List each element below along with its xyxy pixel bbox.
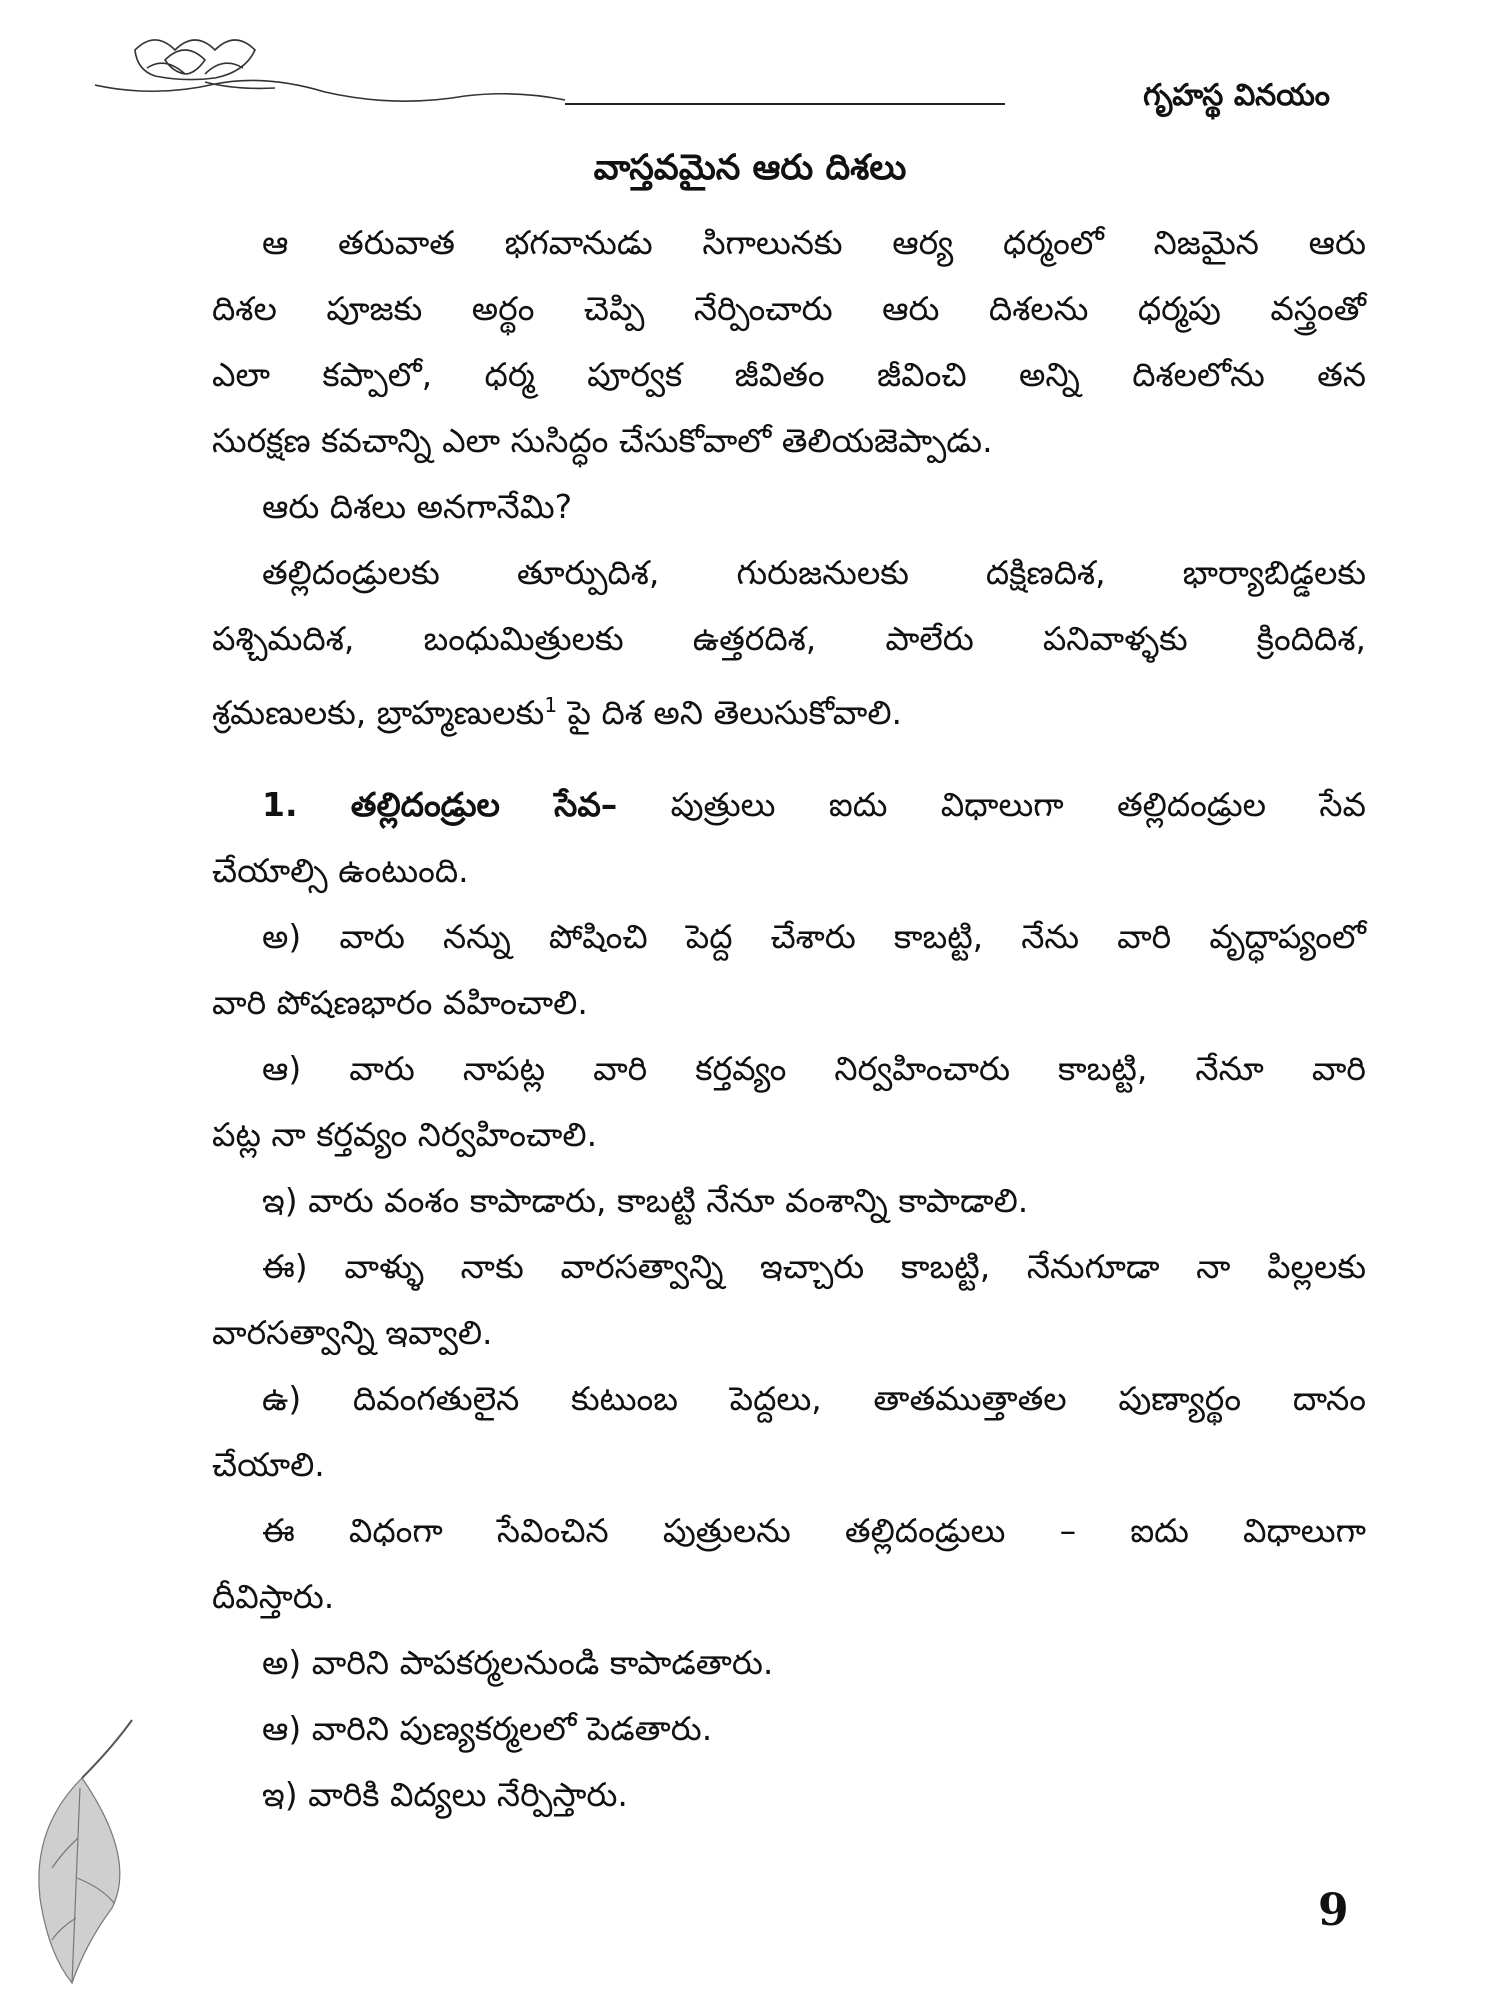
section-number: 1.	[262, 785, 298, 824]
duty-line: ఉ) దివంగతులైన కుటుంబ పెద్దలు, తాతముత్తాతల పుణ్యార్థం దానం	[262, 1379, 1366, 1418]
duty-line: ఇ) వారు వంశం కాపాడారు, కాబట్టి నేనూ వంశాన్ని కాపాడాలి.	[262, 1181, 1029, 1220]
duty-line: చేయాలి.	[212, 1445, 325, 1484]
blessing-intro-line: దీవిస్తారు.	[212, 1577, 335, 1616]
page-body	[212, 210, 1366, 1828]
question-line: ఆరు దిశలు అనగానేమి?	[262, 487, 573, 526]
blessing-line: ఆ) వారిని పుణ్యకర్మలలో పెడతారు.	[262, 1709, 713, 1748]
section1-line: చేయాల్సి ఉంటుంది.	[212, 851, 469, 890]
page-number: 9	[1318, 1885, 1349, 1936]
duty-line: అ) వారు నన్ను పోషించి పెద్ద చేశారు కాబట్టి, నేను వారి వృద్ధాప్యంలో	[262, 917, 1366, 956]
intro-line: ఆ తరువాత భగవానుడు సిగాలునకు ఆర్య ధర్మంలో నిజమైన ఆరు	[262, 223, 1366, 262]
duty-line: పట్ల నా కర్తవ్యం నిర్వహించాలి.	[212, 1115, 598, 1154]
intro-line: సురక్షణ కవచాన్ని ఎలా సుసిద్ధం చేసుకోవాలో తెలియజెప్పాడు.	[212, 421, 993, 460]
directions-line: తల్లిదండ్రులకు తూర్పుదిశ, గురుజనులకు దక్షిణదిశ, భార్యాబిడ్డలకు	[262, 553, 1366, 592]
duty-line: ఈ) వాళ్ళు నాకు వారసత్వాన్ని ఇచ్చారు కాబట్టి, నేనుగూడా నా పిల్లలకు	[262, 1247, 1366, 1286]
directions-line	[212, 672, 1366, 738]
section-title: తల్లిదండ్రుల సేవ–	[350, 785, 618, 824]
section1-text: పుత్రులు ఐదు విధాలుగా తల్లిదండ్రుల సేవ	[670, 785, 1366, 824]
duty-line: వారి పోషణభారం వహించాలి.	[212, 983, 588, 1022]
blessing-intro-line: ఈ విధంగా సేవించిన పుత్రులను తల్లిదండ్రులు – ఐదు విధాలుగా	[262, 1511, 1366, 1550]
section-heading: వాస్తవమైన ఆరు దిశలు	[593, 148, 907, 188]
lotus-ornament-icon	[95, 30, 565, 110]
intro-line: ఎలా కప్పాలో, ధర్మ పూర్వక జీవితం జీవించి అన్ని దిశలలోను తన	[212, 355, 1366, 394]
directions-text: శ్రమణులకు, బ్రాహ్మణులకు	[212, 693, 545, 732]
blessing-line: ఇ) వారికి విద్యలు నేర్పిస్తారు.	[262, 1775, 628, 1814]
intro-line: దిశల పూజకు అర్థం చెప్పి నేర్పించారు ఆరు దిశలను ధర్మపు వస్త్రంతో	[212, 289, 1366, 328]
duty-line: ఆ) వారు నాపట్ల వారి కర్తవ్యం నిర్వహించారు కాబట్టి, నేనూ వారి	[262, 1049, 1366, 1088]
directions-line: పశ్చిమదిశ, బంధుమిత్రులకు ఉత్తరదిశ, పాలేరు పనివాళ్ళకు క్రిందిదిశ,	[212, 619, 1366, 658]
page-header	[0, 0, 1500, 140]
header-rule	[565, 103, 1005, 105]
section1-line	[212, 772, 1366, 838]
duty-line: వారసత్వాన్ని ఇవ్వాలి.	[212, 1313, 493, 1352]
footnote-marker: 1	[544, 693, 558, 717]
book-title: గృహస్థ వినయం	[1143, 78, 1330, 113]
leaf-ornament-icon	[22, 1718, 142, 1988]
directions-text: పై దిశ అని తెలుసుకోవాలి.	[567, 693, 903, 732]
blessing-line: అ) వారిని పాపకర్మలనుండి కాపాడతారు.	[262, 1643, 774, 1682]
